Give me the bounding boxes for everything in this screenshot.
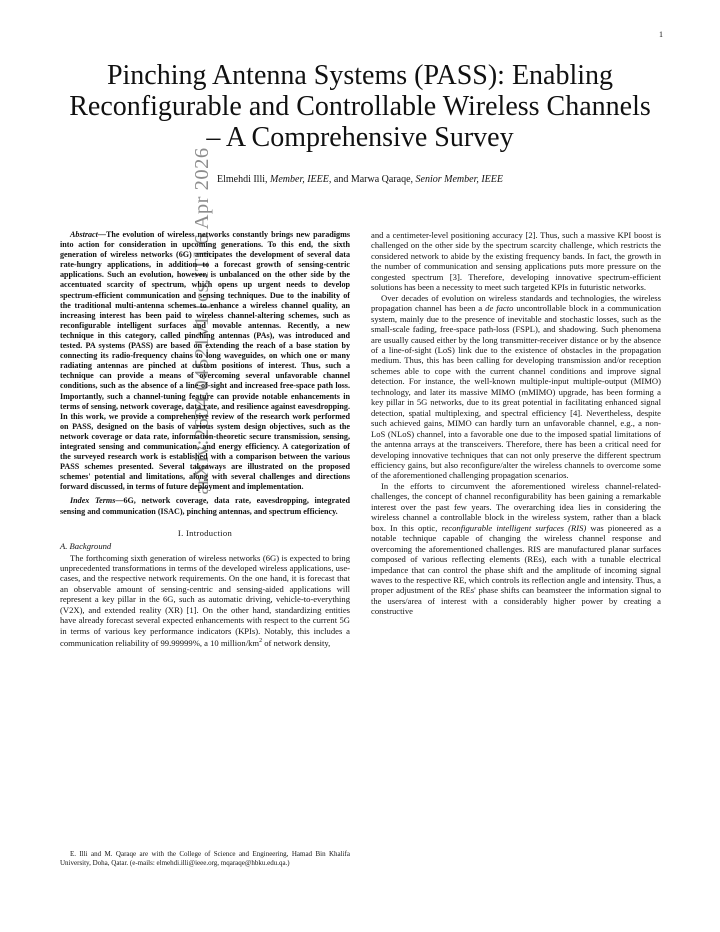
title-line-1: Pinching Antenna Systems (PASS): Enabling [106, 60, 614, 91]
abstract [60, 230, 350, 495]
section-heading-introduction: I. Introduction [177, 527, 233, 538]
author-1-role: Member, IEEE, [270, 174, 332, 185]
index-terms-label: Index Terms [70, 496, 116, 506]
intro-paragraph-1 [60, 553, 350, 649]
arxiv-id: arXiv:2604.04521v1 [190, 315, 213, 495]
right-column [371, 230, 661, 617]
paper-title [60, 60, 660, 153]
intro-paragraph-3-emphasis: reconfigurable intelligent surfaces (RIS) [441, 522, 587, 533]
author-line [60, 174, 660, 185]
footnote [60, 850, 350, 867]
intro-paragraph-1-text: The forthcoming sixth generation of wireless networks (6G) is expected to bring unprecedented transformations in terms of the developed wireless applications, use-cases, and the respective network requirements. On the one hand, it is forecast that an observable amount of sensing-centric and sensing-aided applications will represent a key pillar in the 6G, such as automatic driving, vehicle-to-everything (V2X), and extended reality (XR) [1]. On the other hand, standardizing entities have already forecast several expected enhancements with respect to the current 5G in terms of various key performance indicators (KPIs). Notably, this includes a communication reliability of 99.99999%, a 10 million/km [60, 552, 350, 649]
intro-paragraph-3 [371, 481, 661, 617]
subsection-heading-background: A. Background [60, 541, 112, 552]
intro-paragraph-1-end: of network density, [262, 638, 331, 649]
footnote-affiliation: E. Illi and M. Qaraqe are with the College of Science and Engineering, Hamad Bin Khalifa University, Doha, Qatar. (e-mails: elmehdi.illi@ieee.org, mqaraqe@hbku.edu.qa.) [60, 850, 350, 867]
intro-paragraph-3-b: was pioneered as a notable technique capable of changing the wireless channel response and overcoming the aforementioned challenges. RIS are manufactured planar surfaces composed of various reflecting elements (REs), each with a tunable electrical impedance that can control the phase shift and the amplitude of incoming signal waves to the respective RE, which controls its reflection angle and intensity. Thus, a proper adjustment of the REs' phase shifts can beamsteer the information signal to the users/area of interest with a considerably higher power by creating a constructive [371, 522, 662, 617]
left-column [60, 230, 350, 648]
intro-paragraph-2-emphasis: de facto [485, 303, 514, 314]
intro-paragraph-2-b: uncontrollable block in a communication system, mainly due to the presence of inevitable and stochastic losses, such as the small-scale fading, free-space path-loss (FSPL), and shadowing. Such phenomena are usually caused either by the long transmitter-receiver distance or by the absence of a line-of-sight (LoS) link due to the existence of obstacles in the propagation medium. Thus, this has been calling for developing transmission and/or reception schemes able to cope with the current channel conditions and improve signal detection. For instance, the well-known multiple-input multiple-output (MIMO) technology, and later its massive MIMO (mMIMO) upgrade, has been forming a key pillar in 5G networks, due to its great potential in facilitating enhanced signal detection, spatial multiplexing, and spectral efficiency [4]. Nevertheless, despite such achieved gains, MIMO can hardly turn an unfavorable channel, e.g., a non-LoS (NLoS) channel, into a favorable one due to the imposed spatial limitations of the antenna arrays at the transceivers. Therefore, there has been a critical need for developing innovative techniques that can not only preserve the different spectrum efficiency gains, but also reconfigure/alter the wireless channels to overcome some of the aforementioned challenging propagation scenarios. [371, 303, 661, 481]
title-line-3: – A Comprehensive Survey [206, 122, 514, 153]
abstract-label: Abstract [70, 230, 98, 239]
author-2: and Marwa Qaraqe, [333, 174, 414, 185]
intro-paragraph-2-a: Over decades of evolution on wireless standards and technologies, the wireless propagation channel has been a [371, 292, 661, 314]
index-terms [60, 496, 350, 516]
intro-paragraph-3-a: In the efforts to circumvent the aforementioned wireless channel-related-challenges, the concept of channel reconfigurability has been gaining a remarkable interest over the past few years. The overarching idea lies in considering the wireless channel a controllable block in the wireless system, rather than a black box. In this optic, [371, 480, 661, 533]
intro-paragraph-2 [371, 293, 661, 481]
intro-paragraph-1-continued: and a centimeter-level positioning accuracy [2]. Thus, such a massive KPI boost is challenged on the other side by the spectrum scarcity challenge, which restricts the considered network to abide by the existing frequency bands. In fact, the growth in the number of communication and sensing applications puts more pressure on the congested spectrum [3]. Therefore, developing innovative spectrum-efficient solutions has been a necessity to meet such targeted KPIs in futuristic networks. [371, 230, 661, 293]
superscript-2: 2 [259, 638, 263, 645]
arxiv-category: [cs.IT] [190, 250, 213, 310]
arxiv-date: 6 Apr 2026 [190, 147, 213, 245]
page-number: 1 [659, 30, 663, 39]
author-2-role: Senior Member, IEEE [415, 174, 504, 185]
abstract-text: —The evolution of wireless networks constantly brings new paradigms into action for consideration in upcoming generations. To this end, the sixth generation of wireless networks (6G) anticipates the development of several data rate-hungry applications, in addition to a forecast growth of sensing-centric applications. Such an evolution, however, is unbalanced on the other side by the accentuated scarcity of spectrum, which opens up urgent needs to develop spectrum-efficient communication and sensing techniques. Due to the inability of the traditional multi-antenna schemes to enhance a wireless channel quality, an increasing interest has been paid to wireless channel-altering schemes, such as reconfigurable intelligent surfaces and movable antennas. Recently, a new technique in this category, called pinching antennas (PAs), was introduced and tested. PA systems (PASS) are based on extending the reach of a base station by connecting its radio-frequency chains to long waveguides, on which one or many radiating antennas are pinched at custom positions of interest. Thus, such a technique can provide a means of overcoming several unfavorable channel conditions, such as the absence of a line-of-sight and increased free-space path loss. Importantly, such a channel-tuning feature can provide notable enhancements in terms of sensing, network coverage, data rate, and resilience against eavesdropping. In this work, we provide a comprehensive review of the research work performed on PASS, designed on the basis of various system design objectives, such as the network coverage or data rate, information-theoretic secure transmission, sensing, integrated sensing and communication, and energy efficiency. A categorization of the surveyed research work is established with a comparison between the various PASS schemes presented. Several takeaways are illustrated on the proposed schemes' potential and limitations, along with several challenges and directions forward discussed, in terms of future deployment and implementation. [60, 230, 350, 492]
title-line-2: Reconfigurable and Controllable Wireless Channels [69, 91, 651, 122]
index-terms-text: —6G, network coverage, data rate, eavesdropping, integrated sensing and communication (ISAC), pinching antennas, and spectrum efficiency. [60, 496, 350, 516]
author-1: Elmehdi Illi, [216, 174, 268, 185]
